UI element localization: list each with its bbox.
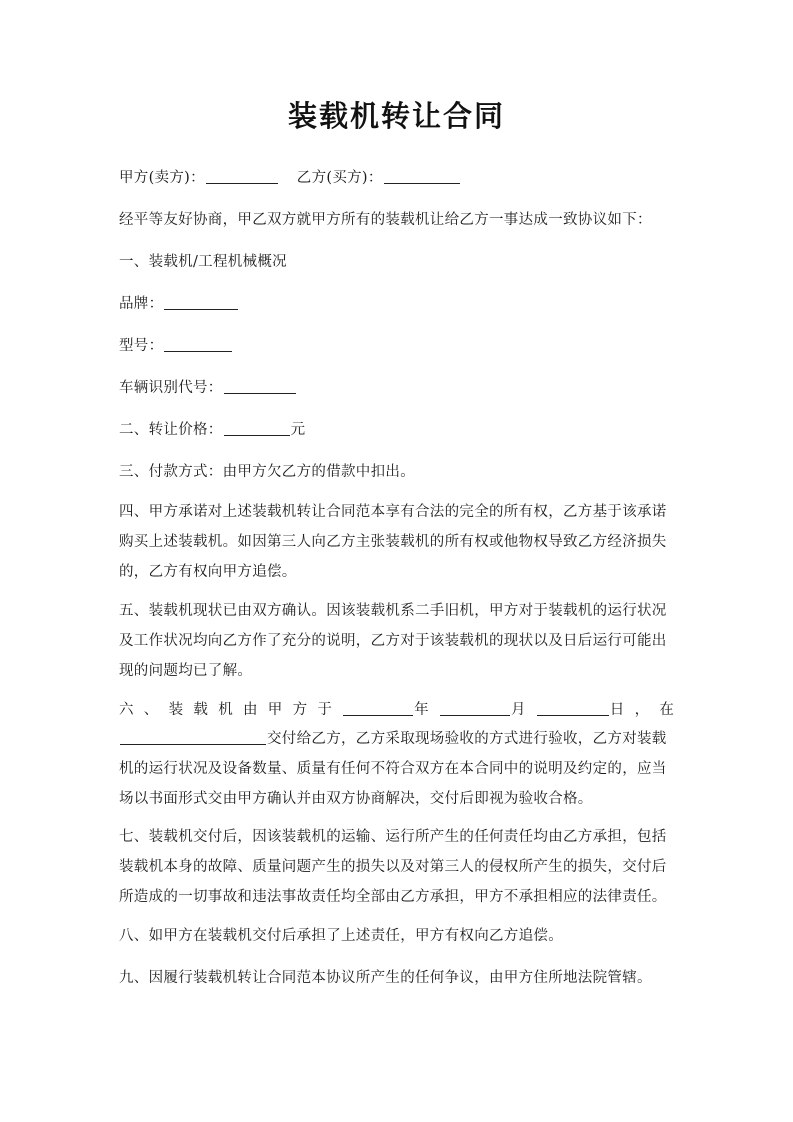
section6-at: 在 (659, 702, 674, 718)
location-blank[interactable] (120, 730, 266, 745)
price-blank[interactable] (224, 421, 290, 436)
party-a-label: 甲方(卖方)： (119, 170, 205, 186)
section6-char: 装 (168, 702, 184, 718)
section6-char: 六 (119, 702, 134, 718)
vin-label: 车辆识别代号： (119, 380, 223, 396)
brand-line (119, 289, 674, 319)
section6-char: 方 (292, 702, 308, 718)
section4-paragraph: 四、甲方承诺对上述装载机转让合同范本享有合法的完全的所有权，乙方基于该承诺购买上述装载机。如因第三人向乙方主张装载机的所有权或他物权导致乙方经济损失的，乙方有权向甲方追偿。 (119, 504, 667, 580)
section6-rest (119, 724, 674, 814)
section6-char: 于 (317, 702, 332, 718)
section6-char: 机 (218, 702, 233, 718)
parties-line (119, 163, 674, 193)
model-label: 型号： (119, 338, 164, 354)
model-blank[interactable] (164, 337, 232, 352)
section6-char: 由 (242, 702, 258, 718)
month-group (439, 695, 526, 725)
section3-paragraph: 三、付款方式：由甲方欠乙方的借款中扣出。 (119, 464, 415, 480)
section6-char: 甲 (267, 702, 283, 718)
year-group (342, 695, 429, 725)
vin-blank[interactable] (224, 379, 296, 394)
vin-line (119, 373, 674, 403)
day-blank[interactable] (537, 701, 609, 716)
section6-rest-text: 交付给乙方，乙方采取现场验收的方式进行验收，乙方对装载机的运行状况及设备数量、质量有任何不符合双方在本合同中的说明及约定的，应当场以书面形式交由甲方确认并由双方协商解决，交付后即视为验收合格。 (119, 731, 667, 807)
day-label: 日 (609, 702, 625, 718)
model-line (119, 331, 674, 361)
month-blank[interactable] (440, 701, 510, 716)
price-line (119, 415, 674, 445)
section7-paragraph: 七、装载机交付后，因该装载机的运输、运行所产生的任何责任均由乙方承担，包括装载机本身的故障、质量问题产生的损失以及对第三人的侵权所产生的损失，交付后所造成的一切事故和违法事故责任均全部由乙方承担，甲方不承担相应的法律责任。 (119, 829, 667, 905)
price-unit: 元 (290, 422, 306, 438)
section6-comma: ， (634, 702, 650, 718)
brand-label: 品牌： (119, 296, 164, 312)
day-group (536, 695, 625, 725)
section5-paragraph: 五、装载机现状已由双方确认。因该装载机系二手旧机，甲方对于装载机的运行状况及工作状况均向乙方作了充分的说明，乙方对于该装载机的现状以及日后运行可能出现的问题均已了解。 (119, 603, 667, 679)
intro-paragraph: 经平等友好协商，甲乙双方就甲方所有的装载机让给乙方一事达成一致协议如下： (119, 212, 652, 228)
section6-char: 载 (193, 702, 208, 718)
section6-char: 、 (143, 702, 159, 718)
party-a-blank[interactable] (206, 169, 278, 184)
brand-blank[interactable] (164, 295, 238, 310)
year-label: 年 (414, 702, 429, 718)
section8-paragraph: 八、如甲方在装载机交付后承担了上述责任，甲方有权向乙方追偿。 (119, 928, 563, 944)
month-label: 月 (510, 702, 526, 718)
page-title: 装载机转让合同 (287, 99, 505, 133)
year-blank[interactable] (343, 701, 413, 716)
section1-heading: 一、装载机/工程机械概况 (119, 254, 287, 270)
party-b-blank[interactable] (384, 169, 460, 184)
price-label: 二、转让价格： (119, 422, 223, 438)
section6-first-line (119, 695, 674, 725)
party-b-label: 乙方(买方)： (296, 170, 383, 186)
section9-paragraph: 九、因履行装载机转让合同范本协议所产生的任何争议，由甲方住所地法院管辖。 (119, 970, 652, 986)
